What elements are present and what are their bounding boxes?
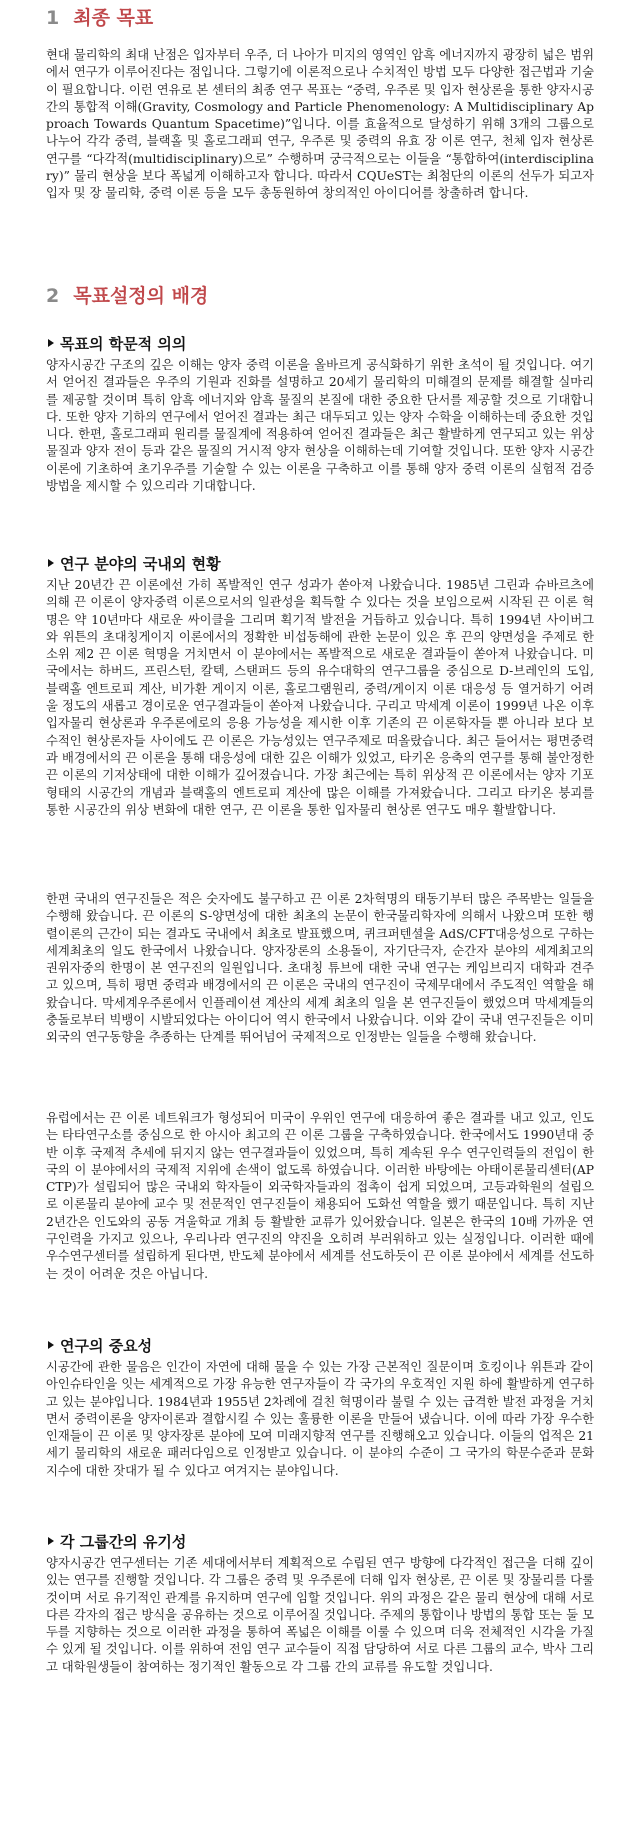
subheading-academic-significance bbox=[48, 334, 186, 354]
paragraph-status-2: 한편 국내의 연구진들은 적은 숫자에도 불구하고 끈 이론 2차혁명의 태동기부터 많은 주목받는 일들을 수행해 왔습니다. 끈 이론의 S-양면성에 대한 최초의 논문이 한국물리학자에 의해서 나왔으며 또한 행렬이론의 근간이 되는 결과도 국내에서 최초로 발표했으며, 퀴크퍼텐셜을 AdS/CFT대응성으로 구하는 세계최초의 일도 한국에서 나왔습니다. 양자장론의 소용돌이, 자기단극자, 순간자 분야의 세계최고의 권위자중의 한명이 본 연구진의 일원입니다. 초대칭 튜브에 대한 국내 연구는 케임브리지 대학과 견주고 있으며, 특히 평면 중력과 배경에서의 끈 이론은 국내의 연구진이 국제무대에서 주도적인 역할을 해왔습니다. 막세계우주론에서 인플레이션 계산의 세계 최초의 일을 본 연구진들이 했었으며 막세계들의 충돌로부터 빅뱅이 시발되었다는 아이디어 역시 한국에서 나왔습니다. 이와 같이 국내 연구진들은 이미 외국의 연구동향을 추종하는 단계를 뛰어넘어 국제적으로 인정받는 일들을 수행해 왔습니다. bbox=[46, 892, 594, 1045]
triangle-bullet-icon bbox=[48, 559, 54, 567]
paragraph-status-3: 유럽에서는 끈 이론 네트워크가 형성되어 미국이 우위인 연구에 대응하여 좋은 결과를 내고 있고, 인도는 타타연구소를 중심으로 한 아시아 최고의 끈 이론 그룹을 구축하였습니다. 한국에서도 1990년대 중반 이후 국제적 추세에 뒤지지 않는 연구결과들이 있었으며, 특히 계속된 우수 연구인력들의 전입이 한국의 이 분야에서의 국제적 지위에 손색이 없도록 하였습니다. 이러한 바탕에는 아태이론물리센터(APCTP)가 설립되어 많은 국내외 학자들이 외국학자들과의 접촉이 쉽게 되었으며, 고등과학원의 설립으로 이론물리 분야에 교수 및 전문적인 연구진들이 채용되어 도화선 역할을 했기 때문입니다. 특히 지난 2년간은 인도와의 공동 겨울학교 개최 등 활발한 교류가 있어왔습니다. 일본은 한국의 10배 가까운 연구인력을 가지고 있으나, 우리나라 연구진의 약진을 오히려 부러워하고 있는 실정입니다. 이러한 때에 우수연구센터를 설립하게 된다면, 반도체 분야에서 세계를 선도하듯이 끈 이론 분야에서 세계를 선도하는 것이 어려운 것은 아닙니다. bbox=[46, 1111, 594, 1281]
section-heading-1 bbox=[46, 6, 153, 30]
paragraph-final-goal: 현대 물리학의 최대 난점은 입자부터 우주, 더 나아가 미지의 영역인 암흑 에너지까지 광장히 넓은 범위에서 연구가 이루어진다는 점입니다. 그렇기에 이론적으로나 수치적인 방법 모두 다양한 접근법과 기술이 필요합니다. 이런 연유로 본 센터의 최종 연구 목표는 “중력, 우주론 및 입자 현상론을 통한 양자시공간의 통합적 이해(Gravity, Cosmology and Particle Phenomenology: A Multidisciplinary Approach Towards Quantum Spacetime)”입니다. 이를 효율적으로 달성하기 위해 3개의 그룹으로 나누어 각각 중력, 블랙홀 및 홀로그래피 연구, 우주론 및 중력의 유효 장 이론 연구, 천체 입자 현상론 연구를 “다각적(multidisciplinary)으로” 수행하며 궁극적으로는 이들을 “통합하여(interdisciplinary)” 물리 현상을 보다 폭넓게 이해하고자 합니다. 따라서 CQUeST는 최첨단의 이론의 선두가 되고자 입자 및 장 물리학, 중력 이론 등을 모두 총동원하여 창의적인 아이디어를 창출하려 합니다. bbox=[46, 48, 594, 201]
section-number: 1 bbox=[46, 7, 60, 29]
paragraph-importance: 시공간에 관한 물음은 인간이 자연에 대해 물을 수 있는 가장 근본적인 질문이며 호킹이나 위튼과 같이 아인슈타인을 잇는 세계적으로 가장 유능한 연구자들이 각 국가의 우호적인 지원 하에 활발하게 연구하고 있는 분야입니다. 1984년과 1955년 2차례에 걸친 혁명이라 불릴 수 있는 급격한 발전 과정을 거치면서 중력이론을 양자이론과 결합시킬 수 있는 훌륭한 이론을 만들어 냈습니다. 이에 따라 가장 우수한 인재들이 끈 이론 및 양자장론 분야에 모여 미래지향적 연구를 진행해오고 있습니다. 이들의 업적은 21세기 물리학의 새로운 패러다임으로 인정받고 있습니다. 이 분야의 수준이 그 국가의 학문수준과 문화지수에 대한 잣대가 될 수 있다고 여겨지는 분야입니다. bbox=[46, 1360, 594, 1478]
triangle-bullet-icon bbox=[48, 1537, 54, 1545]
subheading-text: 목표의 학문적 의의 bbox=[60, 335, 187, 353]
subheading-text: 연구 분야의 국내외 현황 bbox=[60, 555, 221, 573]
section-heading-2 bbox=[46, 284, 208, 308]
subheading-domestic-international-status bbox=[48, 554, 221, 574]
subheading-text: 각 그룹간의 유기성 bbox=[60, 1533, 187, 1551]
subheading-group-organicity bbox=[48, 1532, 186, 1552]
paragraph-academic-significance: 양자시공간 구조의 깊은 이해는 양자 중력 이론을 올바르게 공식화하기 위한 초석이 될 것입니다. 여기서 얻어진 결과들은 우주의 기원과 진화를 설명하고 20세기 물리학의 미해결의 문제를 해결할 실마리를 제공할 것이며 특히 암흑 에너지와 암흑 물질의 본질에 대한 중요한 단서를 제공할 것으로 기대합니다. 또한 양자 기하의 연구에서 얻어진 결과는 최근 대두되고 있는 양자 수학을 이해하는데 중요한 것입니다. 한편, 홀로그래피 원리를 물질계에 적용하여 얻어진 결과들은 최근 활발하게 연구되고 있는 위상 물질과 양자 전이 등과 같은 물질의 거시적 양자 현상을 이해하는데 기여할 것입니다. 또한 양자 시공간 이론에 기초하여 초기우주를 기술할 수 있는 이론을 구축하고 이를 통해 양자 중력 이론의 실험적 검증 방법을 제시할 수 있으리라 기대합니다. bbox=[46, 358, 594, 494]
section-title: 최종 목표 bbox=[73, 7, 154, 29]
paragraph-status-1: 지난 20년간 끈 이론에선 가히 폭발적인 연구 성과가 쏟아져 나왔습니다. 1985년 그린과 슈바르츠에 의해 끈 이론이 양자중력 이론으로서의 일관성을 획득할 수 있다는 것을 보임으로써 시작된 끈 이론 혁명은 약 10년마다 새로운 싸이클을 그리며 획기적 발전을 거듭하고 있습니다. 특히 1994년 사이버그와 위튼의 초대칭게이지 이론에서의 정확한 비섭동해에 관한 논문이 있은 후 끈의 양면성을 주제로 한 소위 제2 끈 이론 혁명을 거치면서 이 분야에서는 폭발적으로 새로운 결과들이 쏟아져 나왔습니다. 미국에서는 하버드, 프린스턴, 칼텍, 스탠퍼드 등의 유수대학의 연구그룹을 중심으로 D-브레인의 도입, 블랙홀 엔트로피 계산, 비가환 게이지 이론, 홀로그램원리, 중력/게이지 이론 대응성 등 열거하기 어려울 정도의 새롭고 경이로운 연구결과들이 쏟아져 나왔습니다. 구리고 막세계 이론이 1999년 나온 이후 입자물리 현상론과 우주론에로의 응용 가능성을 제시한 이후 기존의 끈 이론학자들 뿐 아니라 보다 보수적인 현상론자들 사이에도 끈 이론은 가능성있는 연구주제로 떠올랐습니다. 최근 들어서는 평면중력과 배경에서의 끈 이론을 통해 대응성에 대한 깊은 이해가 있었고, 타키온 응축의 연구를 통해 불안정한 끈 이론의 기저상태에 대한 이해가 깊어졌습니다. 가장 최근에는 특히 위상적 끈 이론에서는 양자 기포형태의 시공간의 개념과 블랙홀의 엔트로피 계산에 많은 이해를 가져왔습니다. 그리고 타키온 붕괴를 통한 시공간의 위상 변화에 대한 연구, 끈 이론을 통한 입자물리 현상론 연구도 매우 활발합니다. bbox=[46, 578, 594, 817]
subheading-text: 연구의 중요성 bbox=[60, 1337, 153, 1355]
section-title: 목표설정의 배경 bbox=[73, 285, 209, 307]
triangle-bullet-icon bbox=[48, 1341, 54, 1349]
paragraph-group-organicity: 양자시공간 연구센터는 기존 세대에서부터 계획적으로 수립된 연구 방향에 다각적인 접근을 더해 깊이 있는 연구를 진행할 것입니다. 각 그룹은 중력 및 우주론에 더해 입자 현상론, 끈 이론 및 장물리를 다룰 것이며 서로 유기적인 관계를 유지하며 연구에 임할 것입니다. 위의 과정은 같은 물리 현상에 대해 서로 다른 각자의 접근 방식을 공유하는 것으로 이루어질 것입니다. 주제의 통합이나 방법의 통합 또는 둘 모두를 지향하는 것으로 이러한 과정을 통하여 폭넓은 이해를 이룰 수 있으며 더욱 전체적인 시각을 가질 수 있게 될 것입니다. 이를 위하여 전임 연구 교수들이 직접 담당하여 서로 다른 그룹의 교수, 박사 그리고 대학원생들이 참여하는 정기적인 활동으로 각 그룹 간의 교류를 유도할 것입니다. bbox=[46, 1556, 594, 1674]
subheading-importance bbox=[48, 1336, 152, 1356]
triangle-bullet-icon bbox=[48, 339, 54, 347]
section-number: 2 bbox=[46, 285, 60, 307]
